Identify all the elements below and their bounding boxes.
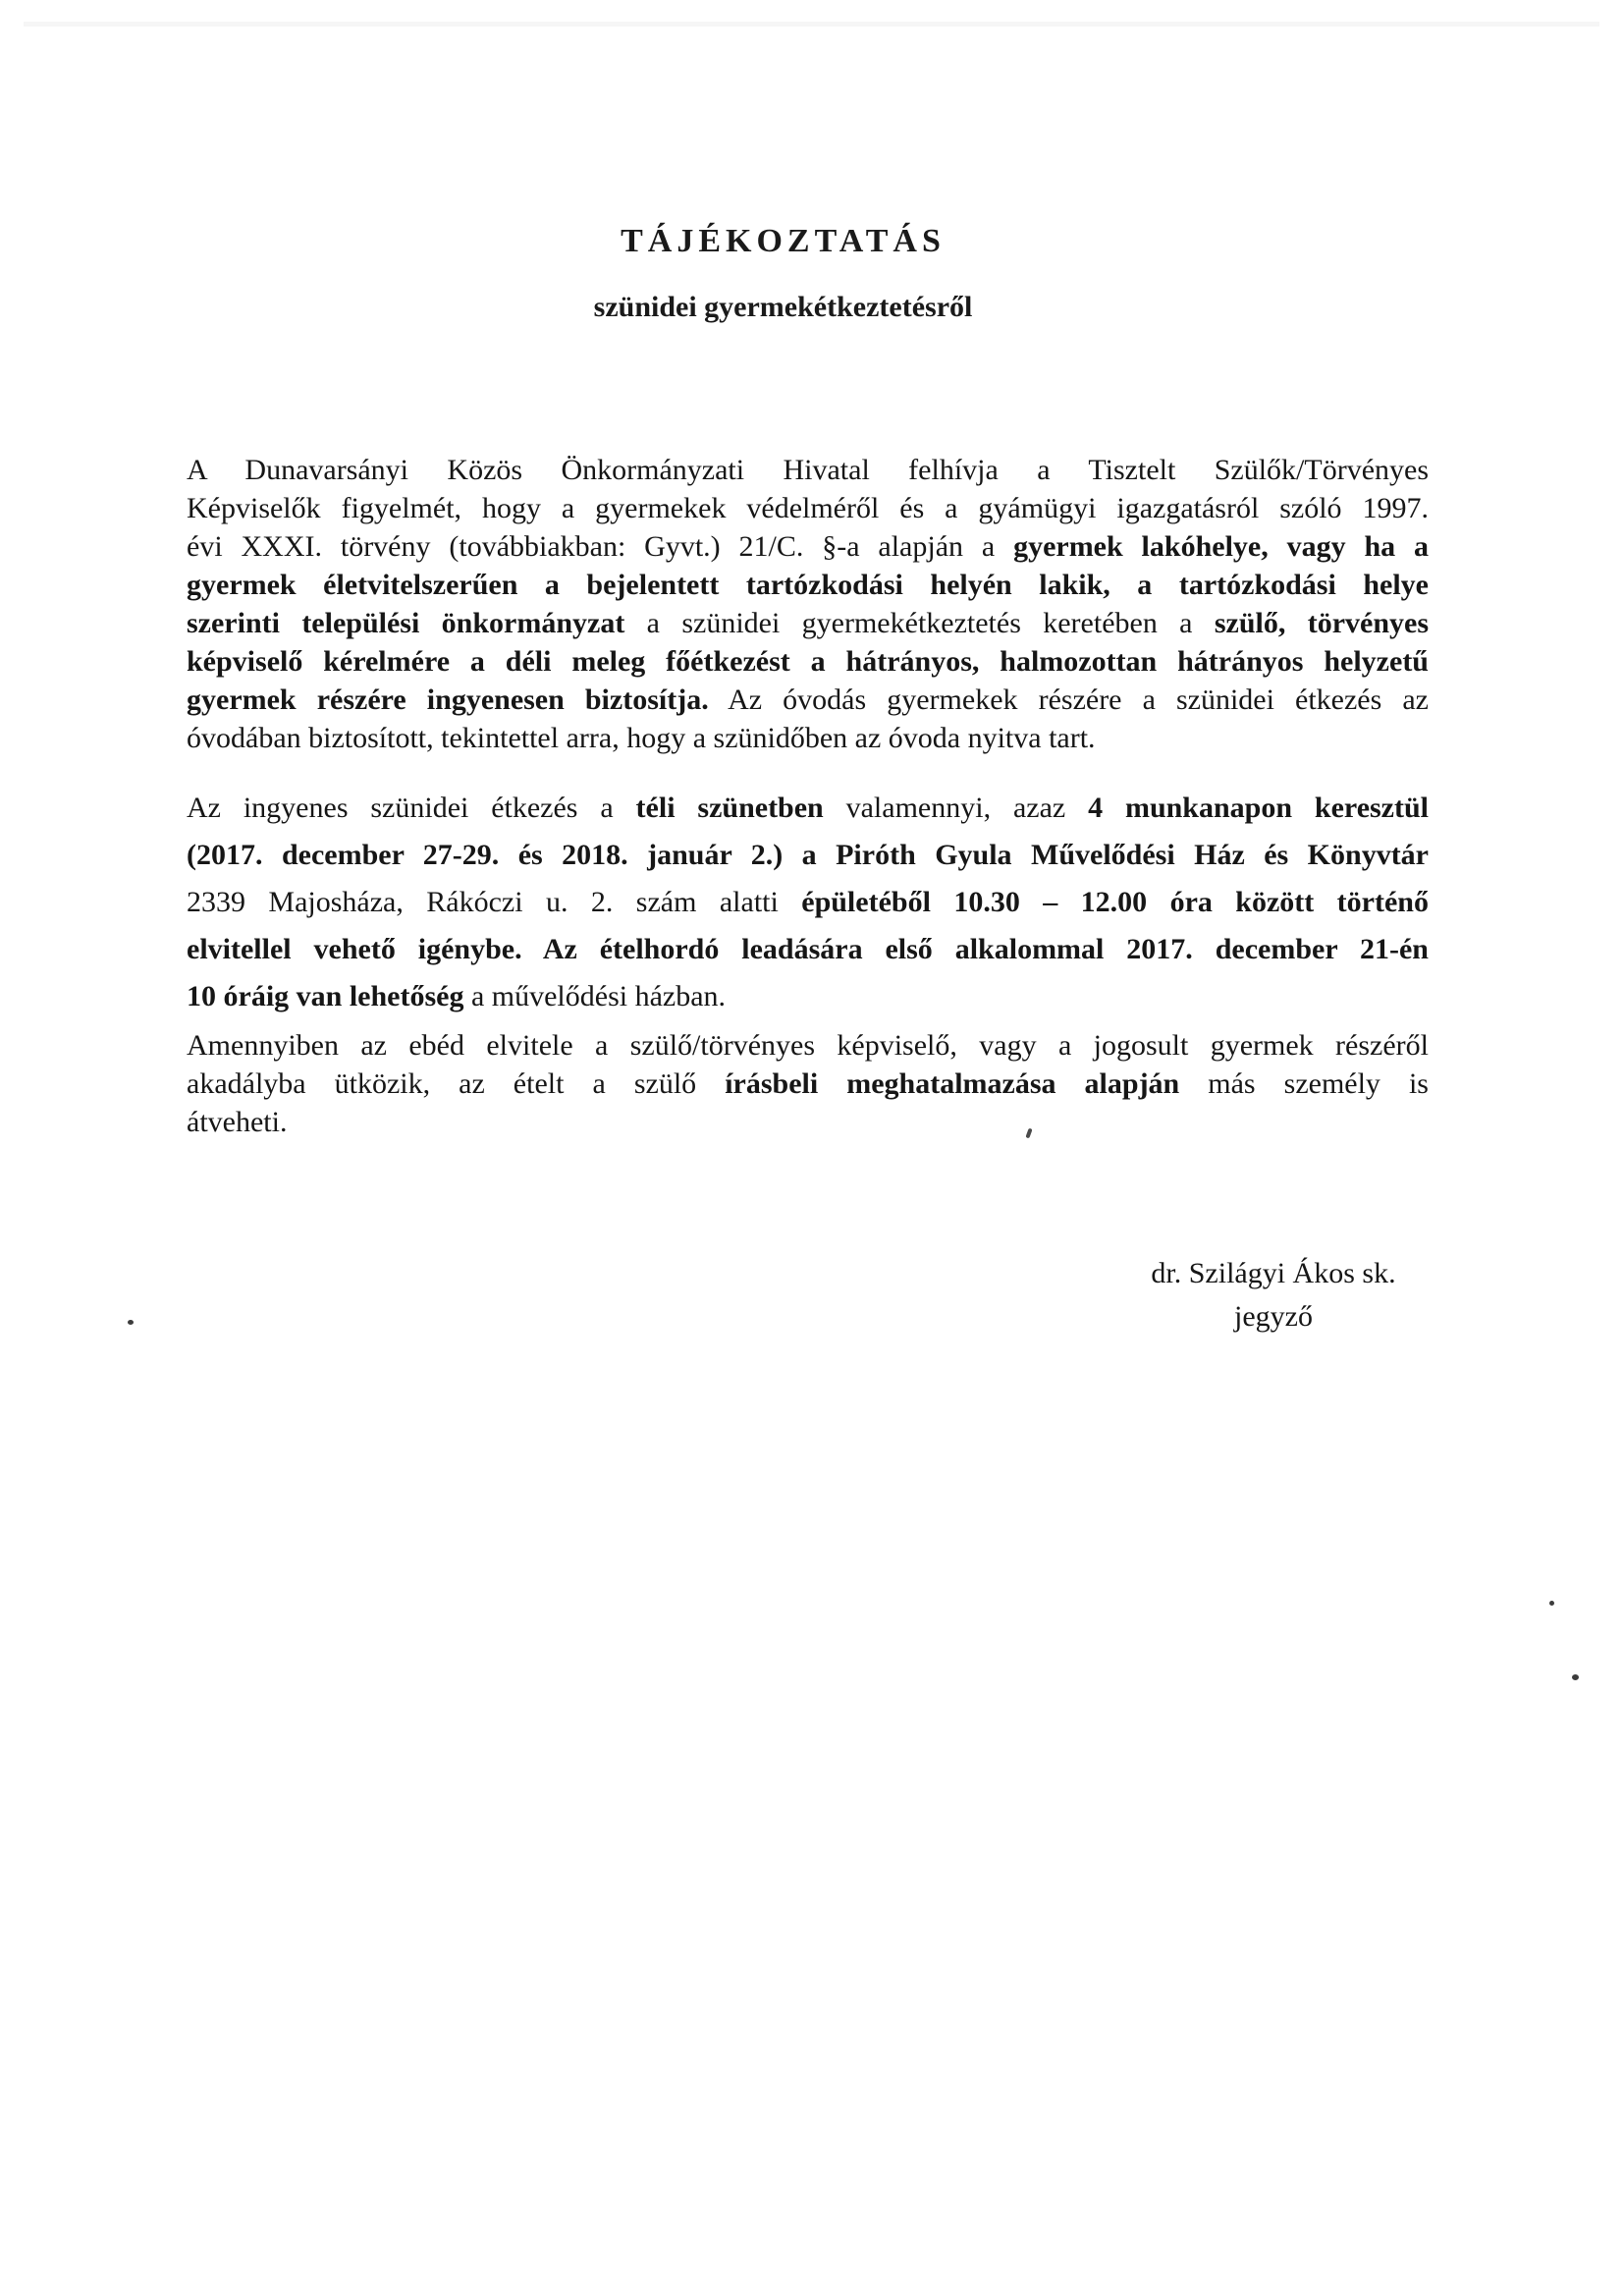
scan-speck xyxy=(1572,1674,1579,1680)
text-run: akadályba ütközik, az ételt a szülő xyxy=(187,1067,726,1100)
bold-text-run: írásbeli meghatalmazása alapján xyxy=(725,1067,1180,1100)
paragraph-line xyxy=(187,566,1429,604)
text-run: 2339 Majosháza, Rákóczi u. 2. szám alatti xyxy=(187,886,802,918)
paragraph-line xyxy=(187,1026,1429,1065)
text-run: a művelődési házban. xyxy=(463,980,727,1012)
signature-block xyxy=(1120,1252,1427,1339)
text-run: Amennyiben az ebéd elvitele a szülő/törvényes képviselő, vagy a jogosult gyermek részéről xyxy=(187,1029,1429,1062)
text-run: évi XXXI. törvény (továbbiakban: Gyvt.) 21/C. §-a alapján a xyxy=(187,530,1014,563)
text-run: valamennyi, azaz xyxy=(823,792,1089,824)
text-run: Képviselők figyelmét, hogy a gyermekek védelméről és a gyámügyi igazgatásról szóló 1997. xyxy=(187,492,1429,524)
paragraph-line xyxy=(187,489,1429,527)
scan-artifact-band xyxy=(24,22,1599,27)
text-run: más személy is xyxy=(1179,1067,1429,1100)
text-run: A Dunavarsányi Közös Önkormányzati Hivatal felhívja a Tisztelt Szülők/Törvényes xyxy=(187,454,1429,486)
paragraph-legal-intro xyxy=(187,451,1429,757)
bold-text-run: téli szünetben xyxy=(635,792,824,824)
document-subtitle: szünidei gyermekétkeztetésről xyxy=(593,291,973,323)
bold-text-run: gyermek lakóhelye, vagy ha a xyxy=(1013,530,1429,563)
document-header xyxy=(162,0,1404,325)
bold-text-run: képviselő kérelmére a déli meleg főétkezést a hátrányos, halmozottan hátrányos helyzetű xyxy=(187,645,1429,678)
paragraph-line xyxy=(187,681,1429,719)
document-body xyxy=(187,451,1429,1141)
scan-speck xyxy=(1549,1601,1554,1606)
bold-text-run: 4 munkanapon keresztül xyxy=(1088,792,1430,824)
paragraph-line xyxy=(187,926,1429,973)
paragraph-line xyxy=(187,642,1429,681)
scan-speck xyxy=(128,1320,134,1325)
text-run: Az ingyenes szünidei étkezés a xyxy=(187,792,636,824)
paragraph-line xyxy=(187,527,1429,566)
text-run: Az óvodás gyermekek részére a szünidei étkezés az xyxy=(708,683,1429,716)
paragraph-line xyxy=(187,451,1429,489)
paragraph-line xyxy=(187,785,1429,832)
paragraph-schedule-details xyxy=(187,785,1429,1020)
paragraph-line xyxy=(187,832,1429,879)
bold-text-run: (2017. december 27-29. és 2018. január 2.) a Piróth Gyula Művelődési Ház és Könyvtár xyxy=(187,839,1429,871)
paragraph-line xyxy=(187,604,1429,642)
paragraph-authorization xyxy=(187,1026,1429,1141)
paragraph-line xyxy=(187,1065,1429,1103)
bold-text-run: szülő, törvényes xyxy=(1214,607,1430,639)
text-run: a szünidei gyermekétkeztetés keretében a xyxy=(624,607,1215,639)
paragraph-line xyxy=(187,719,1429,757)
paragraph-line xyxy=(187,1103,1429,1141)
bold-text-run: szerinti települési önkormányzat xyxy=(187,607,625,639)
bold-text-run: elvitellel vehető igénybe. Az ételhordó leadására első alkalommal 2017. december 21-én xyxy=(187,933,1429,965)
bold-text-run: 10 óráig van lehetőség xyxy=(187,980,464,1012)
signature-name: dr. Szilágyi Ákos sk. xyxy=(1151,1257,1396,1289)
paragraph-line xyxy=(187,879,1429,926)
bold-text-run: épületéből 10.30 – 12.00 óra között történő xyxy=(801,886,1429,918)
text-run: óvodában biztosított, tekintettel arra, hogy a szünidőben az óvoda nyitva tart. xyxy=(187,722,1096,754)
bold-text-run: gyermek részére ingyenesen biztosítja. xyxy=(187,683,709,716)
document-title: TÁJÉKOZTATÁS xyxy=(621,223,946,259)
paragraph-line xyxy=(187,973,1429,1020)
text-run: átveheti. xyxy=(187,1106,288,1138)
signature-role: jegyző xyxy=(1234,1300,1313,1333)
bold-text-run: gyermek életvitelszerűen a bejelentett tartózkodási helyén lakik, a tartózkodási helye xyxy=(187,569,1429,601)
